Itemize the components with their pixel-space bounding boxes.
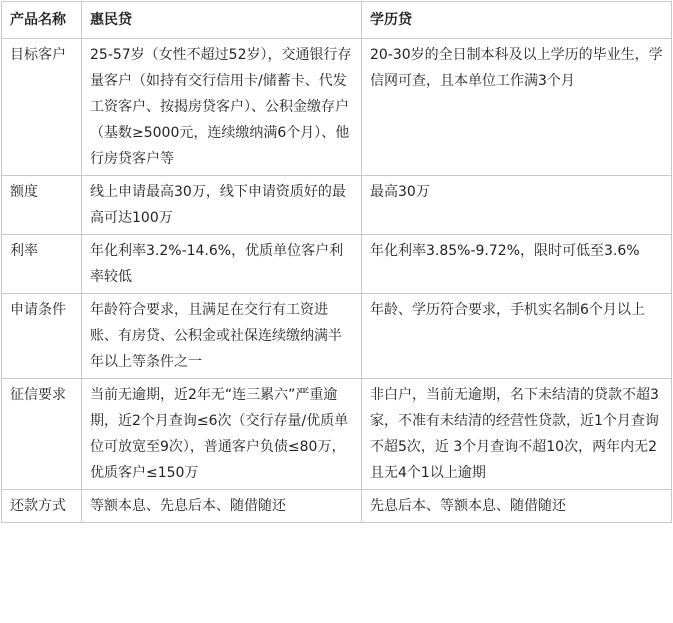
table-header-row [2,2,672,39]
row-label-credit-requirements: 征信要求 [2,379,82,490]
cell-xuelidai-repayment-method: 先息后本、等额本息、随借随还 [362,490,672,523]
cell-xuelidai-credit-limit: 最高30万 [362,176,672,235]
row-label-application-conditions: 申请条件 [2,294,82,379]
cell-xuelidai-application-conditions: 年龄、学历符合要求，手机实名制6个月以上 [362,294,672,379]
table-row [2,235,672,294]
table-row [2,176,672,235]
cell-xuelidai-interest-rate: 年化利率3.85%-9.72%，限时可低至3.6% [362,235,672,294]
table-row [2,379,672,490]
cell-xuelidai-target-customers: 20-30岁的全日制本科及以上学历的毕业生，学信网可查，且本单位工作满3个月 [362,39,672,176]
loan-comparison-table [1,1,672,523]
row-label-target-customers: 目标客户 [2,39,82,176]
cell-huimindai-repayment-method: 等额本息、先息后本、随借随还 [82,490,362,523]
header-huimindai: 惠民贷 [82,2,362,39]
row-label-interest-rate: 利率 [2,235,82,294]
table-row [2,294,672,379]
row-label-repayment-method: 还款方式 [2,490,82,523]
cell-huimindai-credit-requirements: 当前无逾期，近2年无“连三累六”严重逾期，近2个月查询≤6次（交行存量/优质单位可放宽至9次），普通客户负债≤80万，优质客户≤150万 [82,379,362,490]
header-xuelidai: 学历贷 [362,2,672,39]
header-product-name: 产品名称 [2,2,82,39]
cell-huimindai-application-conditions: 年龄符合要求，且满足在交行有工资进账、有房贷、公积金或社保连续缴纳满半年以上等条件之一 [82,294,362,379]
row-label-credit-limit: 额度 [2,176,82,235]
cell-huimindai-credit-limit: 线上申请最高30万，线下申请资质好的最高可达100万 [82,176,362,235]
table-row [2,39,672,176]
cell-xuelidai-credit-requirements: 非白户，当前无逾期，名下未结清的贷款不超3家，不准有未结清的经营性贷款，近1个月查询不超5次，近 3个月查询不超10次，两年内无2且无4个1以上逾期 [362,379,672,490]
cell-huimindai-interest-rate: 年化利率3.2%-14.6%，优质单位客户利率较低 [82,235,362,294]
table-row [2,490,672,523]
cell-huimindai-target-customers: 25-57岁（女性不超过52岁），交通银行存量客户（如持有交行信用卡/储蓄卡、代发工资客户、按揭房贷客户）、公积金缴存户（基数≥5000元，连续缴纳满6个月）、他行房贷客户等 [82,39,362,176]
